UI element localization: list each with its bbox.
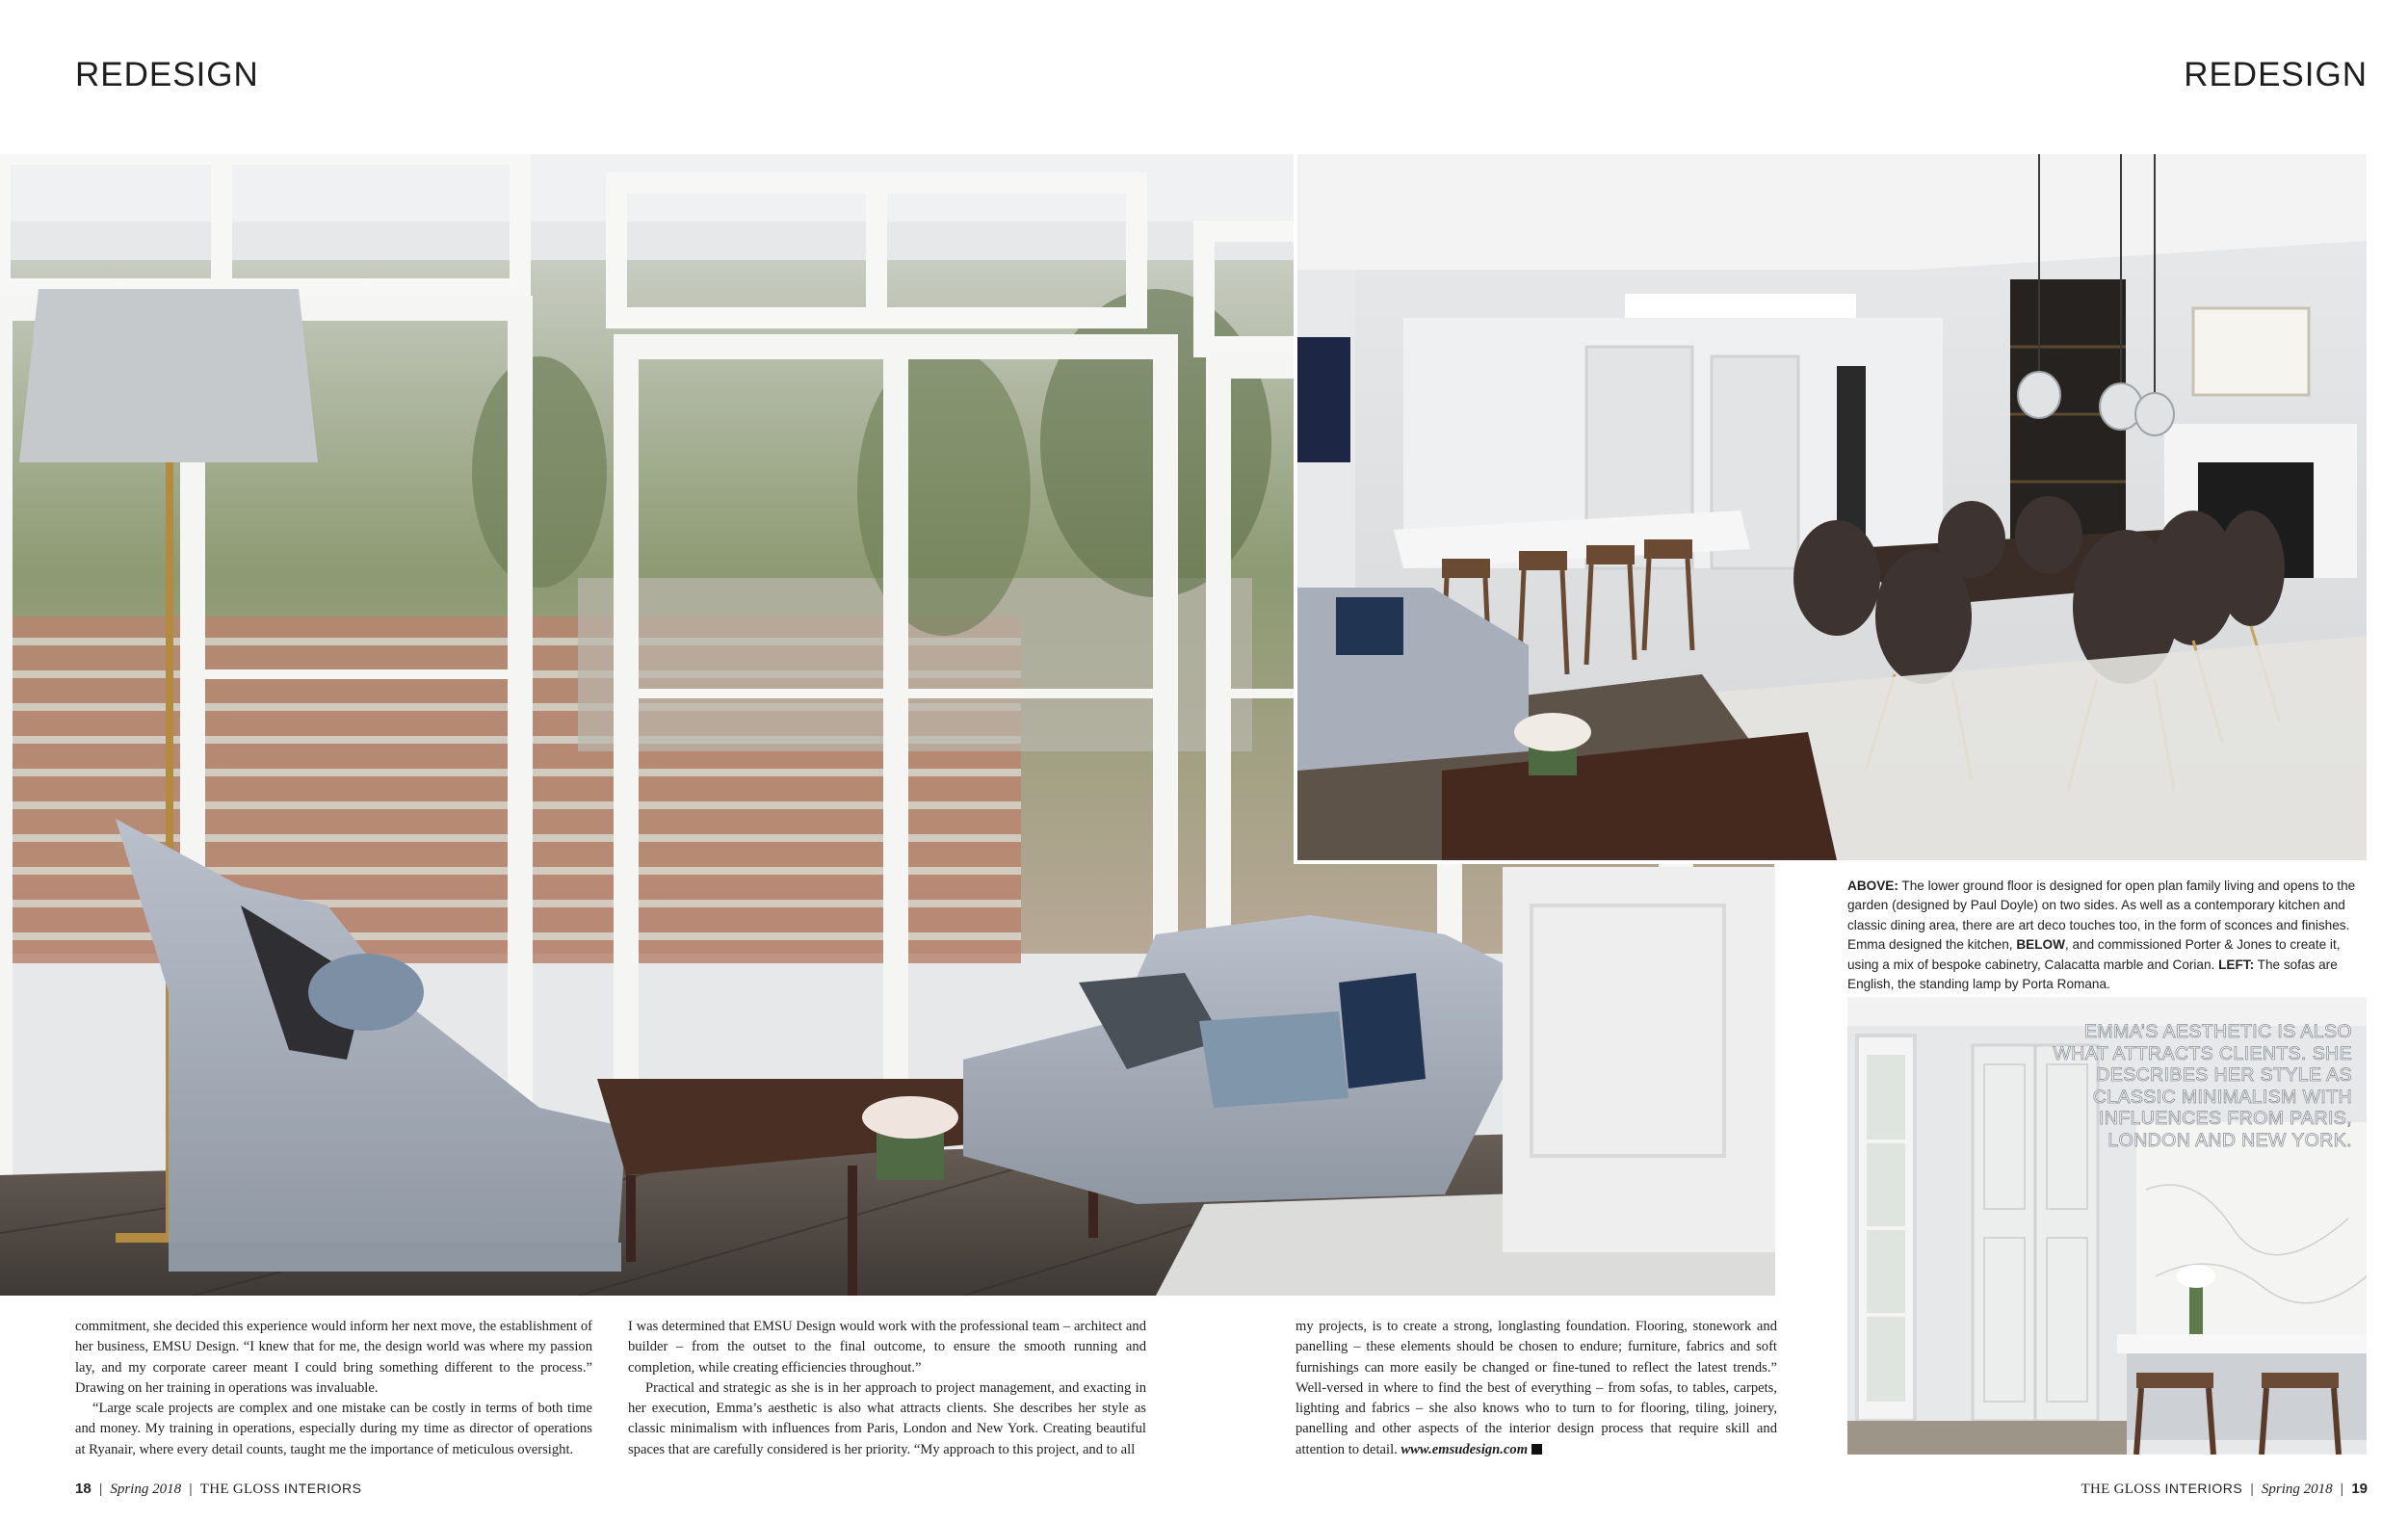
article-column-2 [628, 1317, 1146, 1460]
caption-left-label: LEFT: [2218, 957, 2255, 972]
footer-divider: | [2340, 1481, 2344, 1496]
footer-left [75, 1481, 361, 1498]
section-label-right: REDESIGN [2184, 56, 2368, 93]
page-number-left: 18 [75, 1481, 92, 1497]
magazine-brand-suffix: INTERIORS [2164, 1481, 2243, 1496]
article-text: my projects, is to create a strong, longlasting foundation. Flooring, stonework and panelling – these elements should be chosen to endure; furniture, fabrics and soft furnishings can more easily be changed or fine-tuned to reflect the latest trends.” Well-versed in where to find the best of everything – from sofas, to tables, carpets, lighting and fabrics – she also knows who to turn to for flooring, tiling, joinery, panelling and other aspects of the interior design process that require skill and attention to detail. [1296, 1319, 1777, 1457]
issue-season: Spring 2018 [110, 1482, 182, 1497]
section-label-left: REDESIGN [75, 56, 259, 93]
magazine-brand: THE GLOSS [199, 1482, 280, 1497]
solid-square-icon [1531, 1444, 1542, 1455]
pull-quote: EMMA’S AESTHETIC IS ALSO WHAT ATTRACTS CLIENTS. SHE DESCRIBES HER STYLE AS CLASSIC MINIMALISM WITH INFLUENCES FROM PARIS, LONDON AND NEW YORK. [2053, 1021, 2352, 1151]
footer-divider: | [2250, 1481, 2254, 1496]
caption-below-text: , and commissioned Porter & Jones to create it, using a mix of bespoke cabinetry, Calacatta marble and Corian. [1847, 937, 2341, 972]
issue-season: Spring 2018 [2261, 1482, 2333, 1497]
page-number-right: 19 [2351, 1481, 2368, 1497]
photo-caption [1847, 877, 2368, 994]
article-paragraph: Practical and strategic as she is in her approach to project management, and exacting in her execution, Emma’s aesthetic is also what attracts clients. She describes her style as classic minimalism with influences from Paris, London and New York. Creating beautiful spaces that are carefully considered is her priority. “My approach to this project, and to all [628, 1379, 1146, 1457]
article-paragraph: I was determined that EMSU Design would work with the professional team – architect and builder – from the outset to the final outcome, to ensure the smooth running and completion, while creating efficiencies throughout.” [628, 1319, 1146, 1376]
footer-divider: | [189, 1481, 193, 1496]
magazine-brand-suffix: INTERIORS [283, 1481, 362, 1496]
caption-below-label: BELOW [2016, 937, 2065, 953]
article-paragraph-final [1296, 1317, 1777, 1460]
footer-divider: | [98, 1481, 103, 1496]
article-column-3 [1296, 1317, 1777, 1460]
caption-above-text: The lower ground floor is designed for open plan family living and opens to the garden (designed by Paul Doyle) on two sides. As well as a contemporary kitchen and classic dining area, there are art deco touches too, in the form of sconces and finishes. Emma designed the kitchen, [1847, 879, 2356, 953]
footer-right [2081, 1481, 2368, 1498]
magazine-brand: THE GLOSS [2081, 1482, 2161, 1497]
caption-left-text: The sofas are English, the standing lamp by Porta Romana. [1847, 957, 2338, 992]
article-paragraph: “Large scale projects are complex and one mistake can be costly in terms of both time and money. My training in operations, especially during my time as director of operations at Ryanair, where every detail counts, taught me the importance of meticulous oversight. [75, 1401, 592, 1457]
website-link[interactable]: www.emsudesign.com [1400, 1441, 1529, 1457]
dining-kitchen-photo [1294, 150, 2370, 864]
article-column-1 [75, 1317, 592, 1460]
caption-above-label: ABOVE: [1847, 879, 1898, 893]
article-paragraph: commitment, she decided this experience would inform her next move, the establishment of her business, EMSU Design. “I knew that for me, the design world was where my passion lay, and my corporate career meant I could bring something different to the process.” Drawing on her training in operations was invaluable. [75, 1319, 592, 1396]
